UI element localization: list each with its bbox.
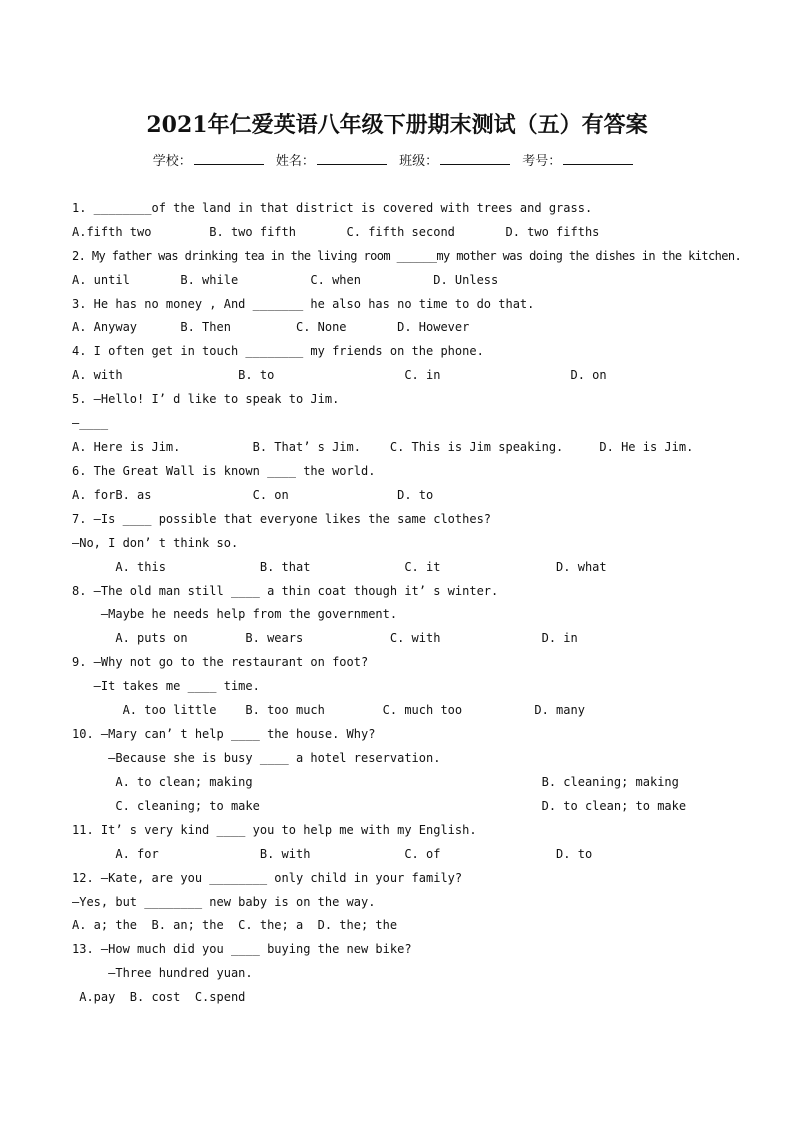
name-blank[interactable] <box>317 154 387 165</box>
options-line: C. cleaning; to make D. to clean; to make <box>72 799 687 813</box>
options-line: A. forB. as C. on D. to <box>72 488 434 502</box>
question-line: 7. —Is ____ possible that everyone likes the same clothes? <box>72 512 492 526</box>
student-info-row <box>0 150 794 169</box>
question-line: 9. —Why not go to the restaurant on foot? <box>72 655 369 669</box>
question-line: —Three hundred yuan. <box>72 966 253 980</box>
options-line: A. puts on B. wears C. with D. in <box>72 631 578 645</box>
question-line: 13. —How much did you ____ buying the new bike? <box>72 942 412 956</box>
question-line: 10. —Mary can’ t help ____ the house. Why? <box>72 727 376 741</box>
question-line: 12. —Kate, are you ________ only child in your family? <box>72 871 463 885</box>
options-line: A. a; the B. an; the C. the; a D. the; the <box>72 918 398 932</box>
question-line: —Yes, but ________ new baby is on the way. <box>72 895 376 909</box>
question-line: 11. It’ s very kind ____ you to help me with my English. <box>72 823 477 837</box>
school-blank[interactable] <box>194 154 264 165</box>
options-line: A. Anyway B. Then C. None D. However <box>72 320 470 334</box>
question-line: 1. ________of the land in that district is covered with trees and grass. <box>72 201 593 215</box>
question-line: 4. I often get in touch ________ my friends on the phone. <box>72 344 484 358</box>
question-line: —____ <box>72 416 109 430</box>
options-line: A. until B. while C. when D. Unless <box>72 273 499 287</box>
question-line: —Maybe he needs help from the government. <box>72 607 398 621</box>
question-line: —No, I don’ t think so. <box>72 536 239 550</box>
question-line: 6. The Great Wall is known ____ the world. <box>72 464 376 478</box>
question-line: 3. He has no money , And _______ he also has no time to do that. <box>72 297 535 311</box>
question-line: 8. —The old man still ____ a thin coat though it’ s winter. <box>72 584 499 598</box>
question-line: 2. My father was drinking tea in the living room ______my mother was doing the dishes in the kitchen. <box>72 249 742 263</box>
options-line: A. with B. to C. in D. on <box>72 368 607 382</box>
class-blank[interactable] <box>440 154 510 165</box>
question-line: —It takes me ____ time. <box>72 679 260 693</box>
class-label: 班级： <box>399 154 439 169</box>
options-line: A. to clean; making B. cleaning; making <box>72 775 679 789</box>
question-line: 5. —Hello! I’ d like to speak to Jim. <box>72 392 340 406</box>
options-line: A. for B. with C. of D. to <box>72 847 593 861</box>
options-line: A.pay B. cost C.spend <box>72 990 246 1004</box>
exam-no-label: 考号： <box>522 154 562 169</box>
name-label: 姓名： <box>275 154 315 169</box>
options-line: A.fifth two B. two fifth C. fifth second D. two fifths <box>72 225 600 239</box>
options-line: A. too little B. too much C. much too D. many <box>72 703 585 717</box>
options-line: A. this B. that C. it D. what <box>72 560 607 574</box>
document-title: 2021年仁爱英语八年级下册期末测试（五）有答案 <box>146 112 648 138</box>
exam-no-blank[interactable] <box>563 154 633 165</box>
question-line: —Because she is busy ____ a hotel reservation. <box>72 751 441 765</box>
options-line: A. Here is Jim. B. That’ s Jim. C. This is Jim speaking. D. He is Jim. <box>72 440 694 454</box>
school-label: 学校： <box>152 154 192 169</box>
